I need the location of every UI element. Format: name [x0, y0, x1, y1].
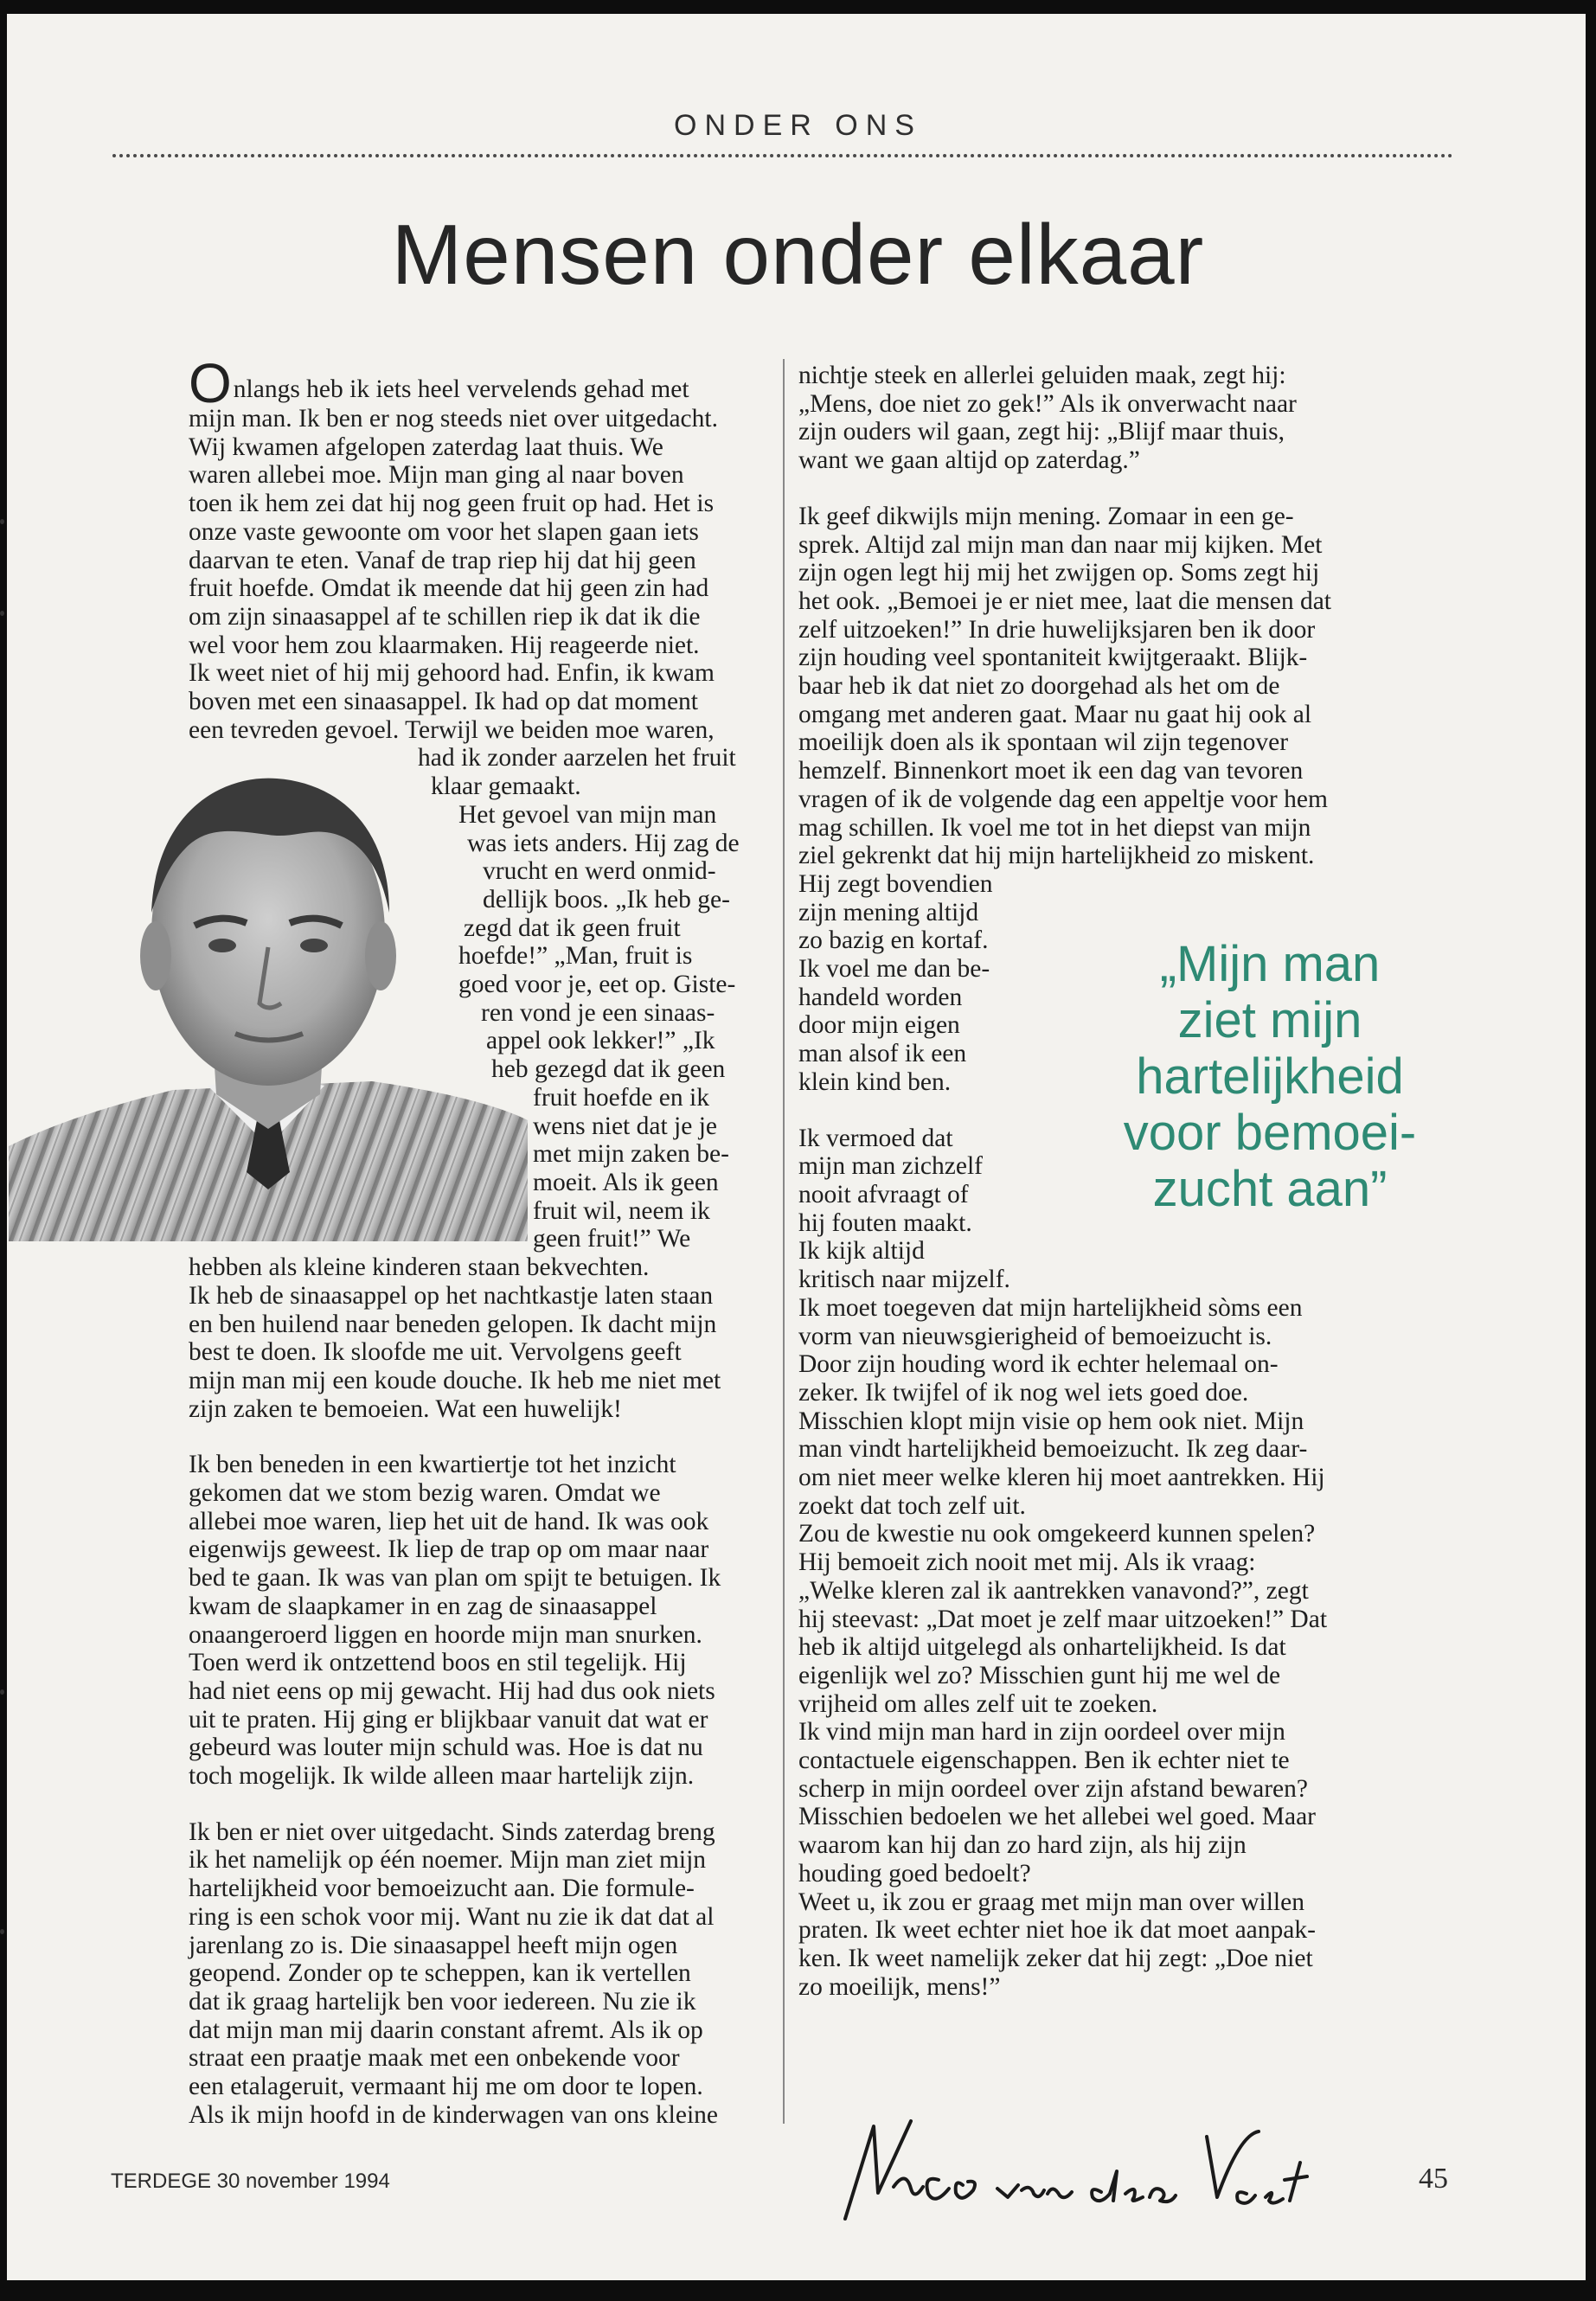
paragraph-line: vragen of ik de volgende dag een appeltje voor hem [798, 785, 1328, 813]
paragraph-line: contactuele eigenschappen. Ben ik echter niet te [798, 1747, 1290, 1775]
paragraph-line: Hij zegt bovendien [798, 869, 993, 898]
author-signature [826, 2111, 1319, 2232]
paragraph-line: door mijn eigen [798, 1011, 960, 1040]
paragraph-line: ken. Ik weet namelijk zeker dat hij zegt: „Doe niet [798, 1944, 1313, 1972]
paragraph-line: fruit wil, neem ik [533, 1196, 710, 1225]
dotted-rule [112, 154, 1453, 157]
paragraph-line: hartelijkheid voor bemoeizucht aan. Die formule- [189, 1875, 695, 1903]
paragraph-line: wens niet dat je je [533, 1112, 717, 1140]
publication-footer: TERDEGE 30 november 1994 [111, 2170, 390, 2193]
paragraph-line: scherp in mijn oordeel over zijn afstand bewaren? [798, 1774, 1308, 1803]
paragraph-line: geopend. Zonder op te scheppen, kan ik vertellen [189, 1959, 691, 1988]
paragraph-line: eigenlijk wel zo? Misschien gunt hij me wel de [798, 1661, 1281, 1689]
paragraph-line: praten. Ik weet echter niet hoe ik dat moet aanpak- [798, 1916, 1316, 1945]
paragraph-line: wel voor hem zou klaarmaken. Hij reageerde niet. [189, 631, 700, 659]
paragraph-line: zegd dat ik geen fruit [464, 913, 681, 942]
pull-quote [1088, 936, 1452, 1217]
paragraph-line: mijn man mij een koude douche. Ik heb me niet met [189, 1366, 721, 1394]
scan-speck [0, 519, 4, 524]
paragraph-line: allebei moe waren, liep het uit de hand. Ik was ook [189, 1507, 709, 1535]
paragraph-line: zijn ouders wil gaan, zegt hij: „Blijf maar thuis, [798, 418, 1285, 446]
paragraph-line: vorm van nieuwsgierigheid of bemoeizucht is. [798, 1322, 1272, 1350]
pull-quote-line: hartelijkheid [1136, 1048, 1404, 1105]
paragraph-line: Ik vind mijn man hard in zijn oordeel over mijn [798, 1718, 1285, 1747]
paragraph-line: Ik heb de sinaasappel op het nachtkastje laten staan [189, 1281, 714, 1310]
paragraph-line: zijn houding veel spontaniteit kwijtgeraakt. Blijk- [798, 644, 1308, 672]
paragraph-line: Hij bemoeit zich nooit met mij. Als ik vraag: [798, 1548, 1256, 1577]
paragraph-line: straat een praatje maak met een onbekende voor [189, 2044, 680, 2073]
paragraph-line: hebben als kleine kinderen staan bekvechten. [189, 1253, 650, 1282]
paragraph-line: Toen werd ik ontzettend boos en stil tegelijk. Hij [189, 1649, 687, 1677]
article-column-left [189, 352, 740, 2129]
pull-quote-line: voor bemoei- [1123, 1105, 1417, 1161]
paragraph-line: fruit hoefde. Omdat ik meende dat hij geen zin had [189, 574, 709, 603]
paragraph-line: goed voor je, eet op. Giste- [458, 971, 736, 999]
paragraph-line: hemzelf. Binnenkort moet ik een dag van tevoren [798, 757, 1304, 785]
pull-quote-line: ziet mijn [1177, 992, 1362, 1048]
paragraph-line: best te doen. Ik sloofde me uit. Vervolgens geeft [189, 1338, 682, 1367]
paragraph-line: en ben huilend naar beneden gelopen. Ik dacht mijn [189, 1310, 717, 1338]
paragraph-line: houding goed bedoelt? [798, 1859, 1031, 1888]
drop-cap: O [189, 352, 232, 414]
paragraph-line: om zijn sinaasappel af te schillen riep ik dat ik die [189, 602, 701, 631]
paragraph-line: Ik ben er niet over uitgedacht. Sinds zaterdag breng [189, 1817, 715, 1846]
paragraph-line: zo bazig en kortaf. [798, 926, 989, 955]
paragraph-line: Ik voel me dan be- [798, 955, 990, 984]
paragraph-line [189, 352, 740, 414]
paragraph-line: moeit. Als ik geen [533, 1168, 719, 1196]
paragraph-line: hij fouten maakt. [798, 1208, 972, 1237]
scan-speck [0, 611, 4, 616]
pull-quote-line: zucht aan” [1152, 1161, 1388, 1217]
paragraph-line: man alsof ik een [798, 1040, 967, 1068]
paragraph-line: toch mogelijk. Ik wilde alleen maar hartelijk zijn. [189, 1762, 695, 1791]
paragraph-line: toen ik hem zei dat hij nog geen fruit op had. Het is [189, 490, 715, 518]
paragraph-line: man vindt hartelijkheid bemoeizucht. Ik zeg daar- [798, 1435, 1308, 1464]
pull-quote-line: „Mijn man [1159, 936, 1381, 992]
paragraph-line: handeld worden [798, 983, 963, 1011]
paragraph-line: gekomen dat we stom bezig waren. Omdat we [189, 1479, 661, 1508]
paragraph-line: waarom kan hij dan zo hard zijn, als hij zijn [798, 1831, 1247, 1860]
section-label: ONDER ONS [674, 109, 922, 142]
paragraph-line: het ook. „Bemoei je er niet mee, laat die mensen dat [798, 586, 1331, 615]
paragraph-line: vrijheid om alles zelf uit te zoeken. [798, 1689, 1158, 1718]
paragraph-line: ziel gekrenkt dat hij mijn hartelijkheid zo miskent. [798, 842, 1315, 870]
page-number: 45 [1419, 2163, 1448, 2195]
paragraph-line: kritisch naar mijzelf. [798, 1266, 1010, 1294]
paragraph-line: Zou de kwestie nu ook omgekeerd kunnen spelen? [798, 1520, 1316, 1548]
paragraph-line: een tevreden gevoel. Terwijl we beiden moe waren, [189, 715, 715, 744]
paragraph-line: zijn mening altijd [798, 898, 979, 926]
paragraph-line: Wij kwamen afgelopen zaterdag laat thuis. We [189, 433, 663, 461]
scan-speck [0, 1689, 4, 1695]
column-divider [783, 359, 785, 2124]
paragraph-line: fruit hoefde en ik [533, 1083, 709, 1112]
paragraph-line: baar heb ik dat niet zo doorgehad als het om de [798, 672, 1280, 701]
paragraph-line: zeker. Ik twijfel of ik nog wel iets goed doe. [798, 1378, 1249, 1407]
paragraph-line: zelf uitzoeken!” In drie huwelijksjaren ben ik door [798, 615, 1316, 644]
paragraph-line: uit te praten. Hij ging er blijkbaar vanuit dat wat er [189, 1705, 708, 1734]
paragraph-line: heb gezegd dat ik geen [491, 1055, 726, 1084]
paragraph-line: onaangeroerd liggen en hoorde mijn man snurken. [189, 1620, 702, 1649]
paragraph-line: was iets anders. Hij zag de [467, 829, 740, 857]
paragraph-line: zo moeilijk, mens!” [798, 1972, 1001, 2001]
paragraph-line: daarvan te eten. Vanaf de trap riep hij dat hij geen [189, 546, 696, 574]
paragraph-line: dat ik graag hartelijk ben voor iedereen. Nu zie ik [189, 1987, 696, 2016]
paragraph-line: ren vond je een sinaas- [481, 998, 715, 1027]
paragraph-line: gebeurd was louter mijn schuld was. Hoe is dat nu [189, 1734, 703, 1762]
paragraph-line: omgang met anderen gaat. Maar nu gaat hij ook al [798, 700, 1312, 728]
paragraph-line: mag schillen. Ik voel me tot in het diepst van mijn [798, 813, 1311, 842]
paragraph-line: Als ik mijn hoofd in de kinderwagen van ons kleine [189, 2100, 719, 2129]
paragraph-line: zoekt dat toch zelf uit. [798, 1491, 1026, 1520]
paragraph-line: een etalageruit, vermaant hij me om door te lopen. [189, 2073, 703, 2101]
paragraph-line: had niet eens op mij gewacht. Hij had dus ook niets [189, 1676, 715, 1705]
paragraph-line: had ik zonder aarzelen het fruit [418, 744, 736, 772]
paragraph-line: dellijk boos. „Ik heb ge- [483, 885, 730, 913]
paragraph-line: mijn man. Ik ben er nog steeds niet over uitgedacht. [189, 405, 718, 433]
paragraph-line: Ik kijk altijd [798, 1237, 925, 1266]
paragraph-line: mijn man zichzelf [798, 1152, 983, 1181]
paragraph-line: klaar gemaakt. [431, 772, 581, 801]
paragraph-line: zijn zaken te bemoeien. Wat een huwelijk! [189, 1394, 622, 1423]
page-title: Mensen onder elkaar [391, 207, 1205, 302]
paragraph-line: „Welke kleren zal ik aantrekken vanavond?”, zegt [798, 1576, 1309, 1605]
paragraph-line: Door zijn houding word ik echter helemaal on- [798, 1350, 1279, 1379]
paragraph-line: Ik vermoed dat [798, 1124, 953, 1152]
paragraph-line: Weet u, ik zou er graag met mijn man over willen [798, 1888, 1304, 1916]
paragraph-line: heb ik altijd uitgelegd als onhartelijkheid. Is dat [798, 1633, 1286, 1662]
paragraph-line: hoefde!” „Man, fruit is [458, 942, 693, 971]
scan-speck [0, 1929, 4, 1934]
paragraph-line: dat mijn man mij daarin constant afremt. Als ik op [189, 2016, 703, 2044]
paragraph-line: Ik ben beneden in een kwartiertje tot het inzicht [189, 1451, 676, 1479]
paragraph-line: waren allebei moe. Mijn man ging al naar boven [189, 461, 684, 490]
paragraph-line: zijn ogen legt hij mij het zwijgen op. Soms zegt hij [798, 559, 1320, 587]
paragraph-line: „Mens, doe niet zo gek!” Als ik onverwacht naar [798, 389, 1297, 418]
paragraph-line: Ik weet niet of hij mij gehoord had. Enfin, ik kwam [189, 659, 715, 688]
paragraph-line: eigenwijs geweest. Ik liep de trap op om maar naar [189, 1535, 709, 1564]
paragraph-line: met mijn zaken be- [533, 1140, 729, 1169]
opening-line: nlangs heb ik iets heel vervelends gehad met [233, 375, 689, 403]
paragraph-line: ring is een schok voor mij. Want nu zie ik dat dat al [189, 1902, 715, 1931]
paragraph-line: Ik moet toegeven dat mijn hartelijkheid sòms een [798, 1293, 1303, 1322]
paragraph-line: boven met een sinaasappel. Ik had op dat moment [189, 688, 699, 716]
paragraph-line: geen fruit!” We [533, 1225, 691, 1253]
paragraph-line: want we gaan altijd op zaterdag.” [798, 446, 1140, 475]
paragraph-line: onze vaste gewoonte om voor het slapen gaan iets [189, 517, 699, 546]
paragraph-line: appel ook lekker!” „Ik [486, 1027, 715, 1055]
paragraph-line: bed te gaan. Ik was van plan om spijt te betuigen. Ik [189, 1564, 721, 1593]
paragraph-line: hij steevast: „Dat moet je zelf maar uitzoeken!” Dat [798, 1605, 1328, 1633]
paragraph-line: ik het namelijk op één noemer. Mijn man ziet mijn [189, 1846, 707, 1875]
paragraph-line: vrucht en werd onmid- [483, 857, 716, 886]
paragraph-line: nichtje steek en allerlei geluiden maak, zegt hij: [798, 362, 1286, 389]
paragraph-line: moeilijk doen als ik spontaan wil zijn tegenover [798, 728, 1289, 757]
paragraph-line: nooit afvraagt of [798, 1180, 969, 1208]
paragraph-line: jarenlang zo is. Die sinaasappel heeft mijn ogen [189, 1931, 678, 1959]
paragraph-line: sprek. Altijd zal mijn man dan naar mij kijken. Met [798, 530, 1323, 559]
paragraph-line: Misschien bedoelen we het allebei wel goed. Maar [798, 1803, 1316, 1831]
paragraph-line: Ik geef dikwijls mijn mening. Zomaar in een ge- [798, 502, 1294, 530]
paragraph-line: Het gevoel van mijn man [458, 800, 717, 829]
paragraph-line: Misschien klopt mijn visie op hem ook niet. Mijn [798, 1407, 1304, 1435]
paragraph-line: kwam de slaapkamer in en zag de sinaasappel [189, 1592, 657, 1620]
paragraph-line: klein kind ben. [798, 1067, 952, 1096]
paragraph-line: om niet meer welke kleren hij moet aantrekken. Hij [798, 1464, 1325, 1492]
